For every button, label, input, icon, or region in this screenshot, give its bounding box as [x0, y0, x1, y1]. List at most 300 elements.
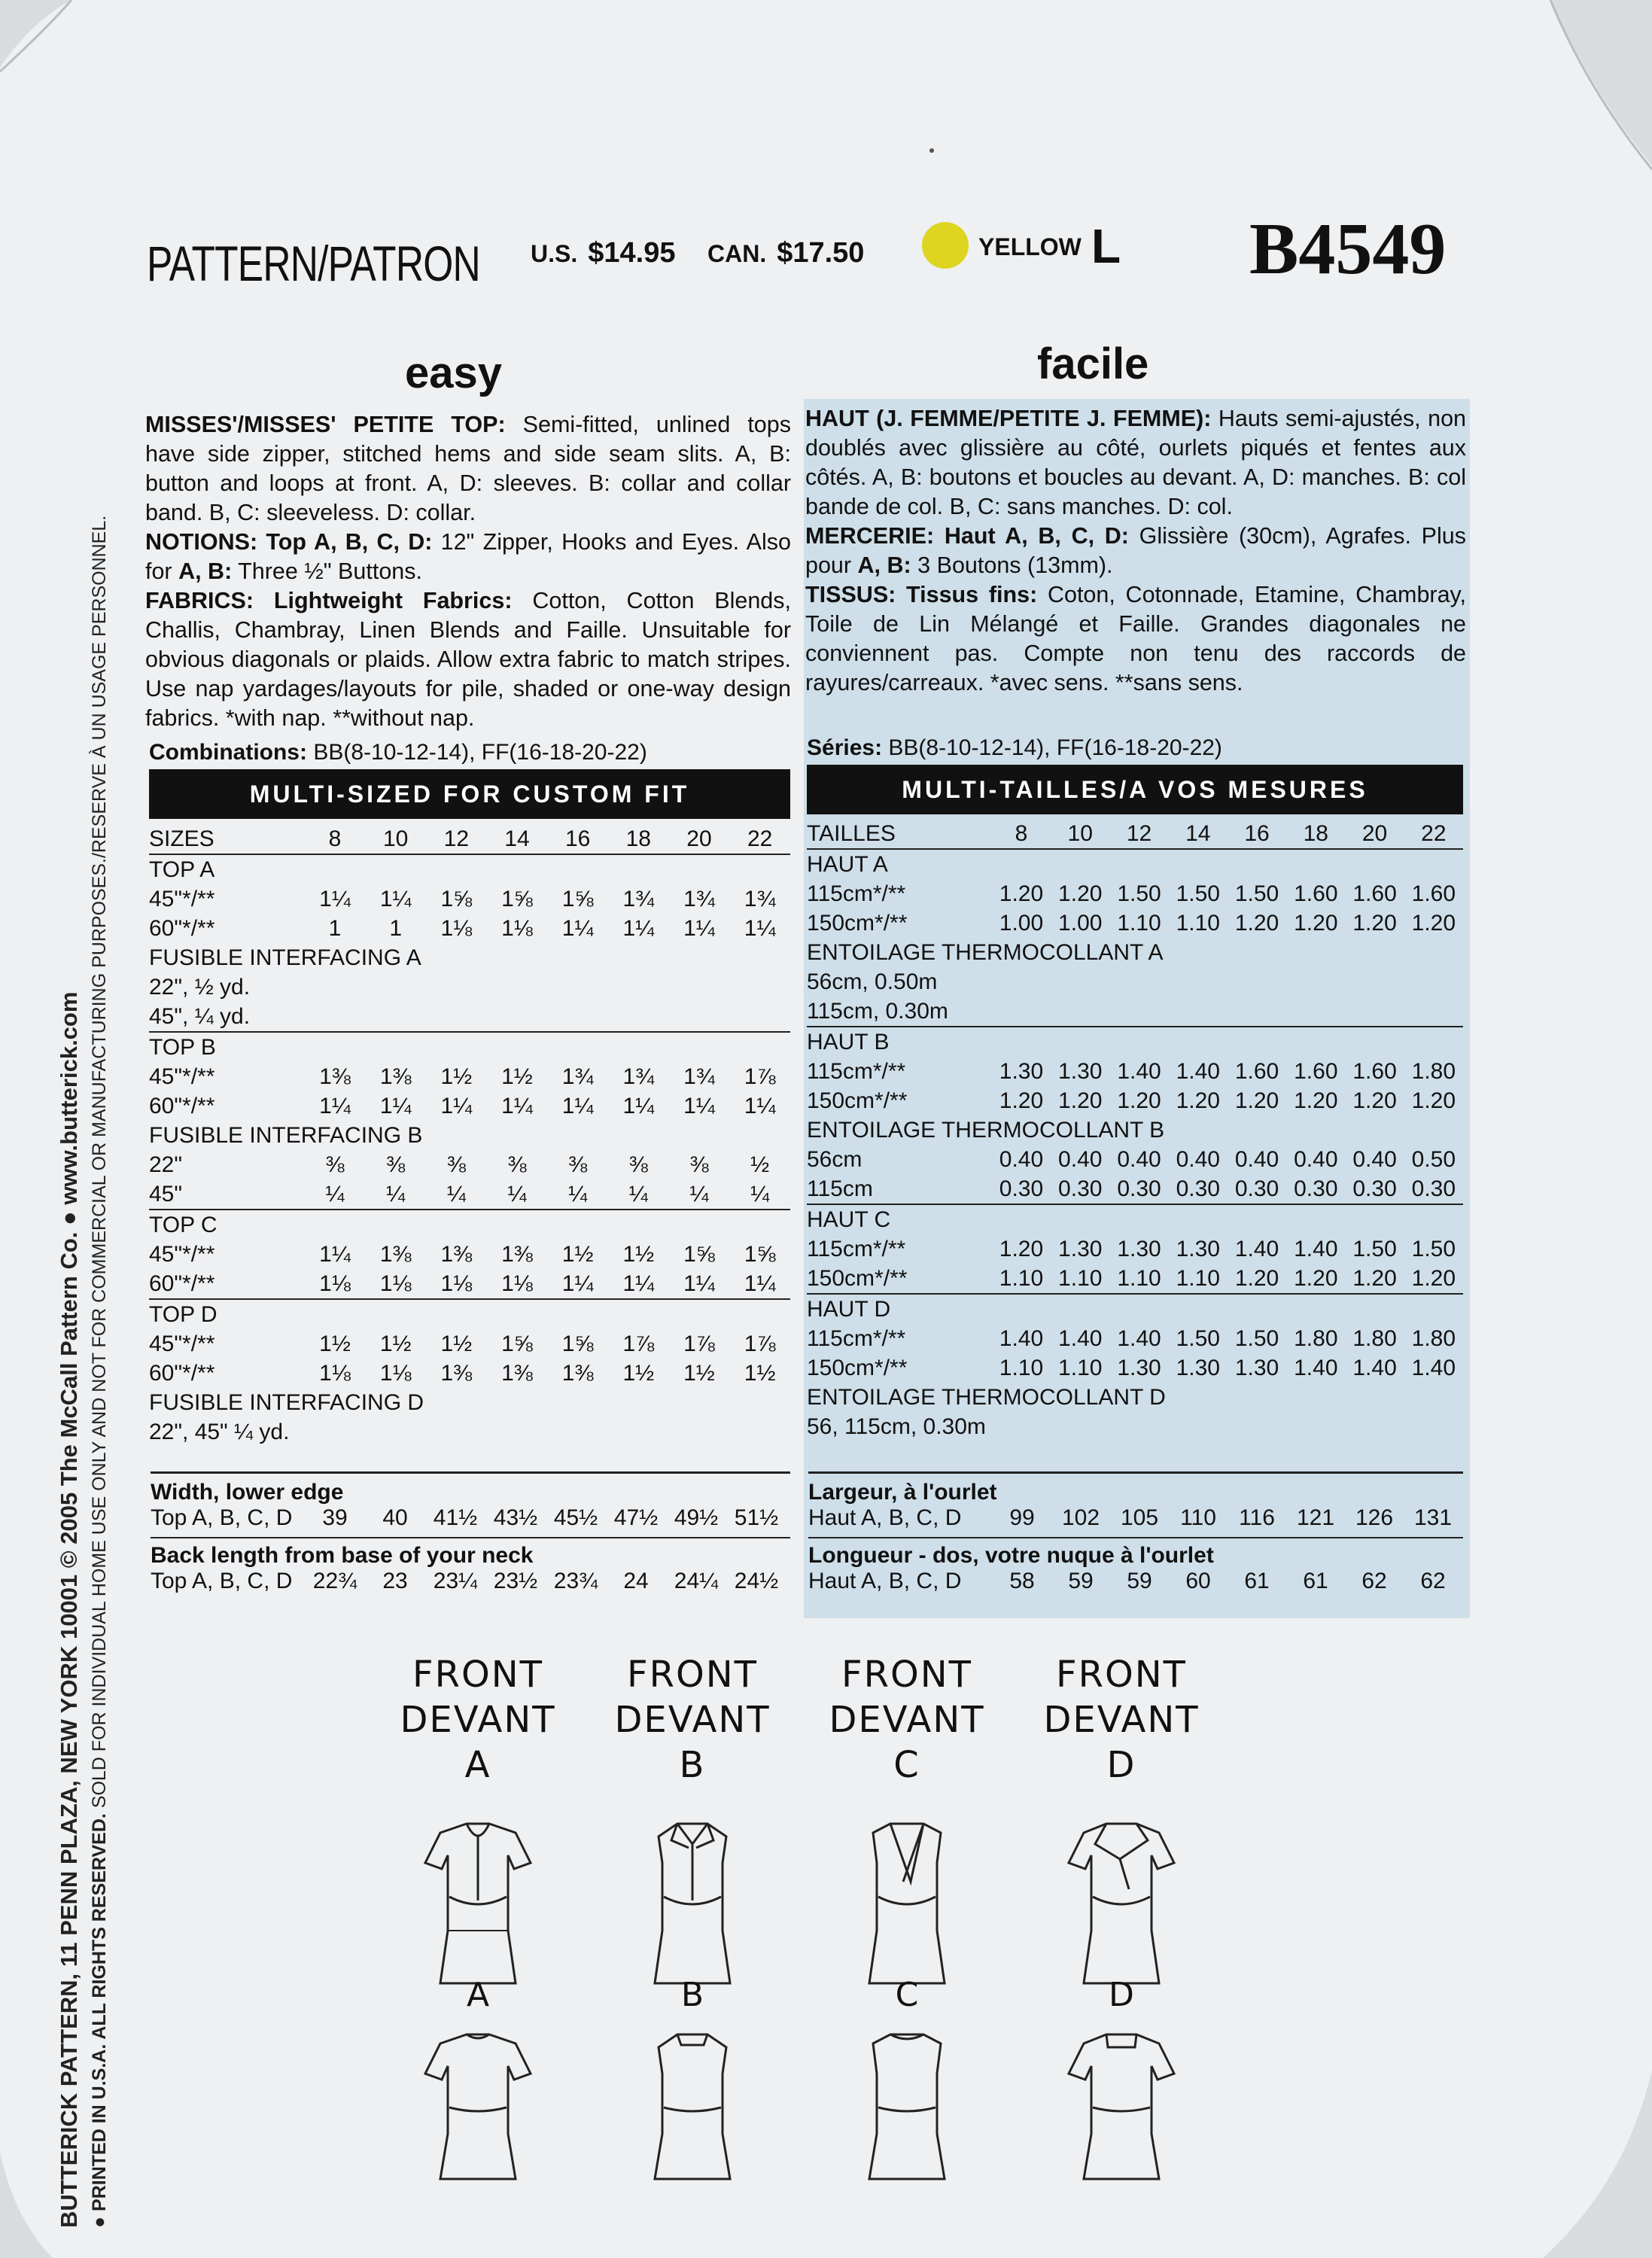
row-label: 56cm: [807, 1146, 863, 1172]
width-title-en: Width, lower edge: [151, 1480, 344, 1505]
table-row: [807, 938, 1463, 967]
cell-value: 1¼: [319, 1241, 351, 1267]
back-label-b: B: [680, 1976, 704, 2014]
table-row: [149, 1150, 790, 1179]
row-label: ENTOILAGE THERMOCOLLANT D: [807, 1384, 1166, 1410]
cell-value: 0.40: [1058, 1146, 1103, 1172]
cell-value: 1¼: [379, 886, 412, 911]
cell-value: 1.10: [1117, 1265, 1161, 1291]
row-label: 150cm*/**: [807, 1265, 908, 1291]
cell-value: ¼: [628, 1181, 648, 1207]
cell-value: 1.20: [1234, 1265, 1279, 1291]
size-header: 16: [1228, 819, 1286, 849]
table-row: [807, 1234, 1463, 1264]
cell-value: 0.40: [1234, 1146, 1279, 1172]
copyright-notice: ● PRINTED IN U.S.A. ALL RIGHTS RESERVED. SOLD FOR INDIVIDUAL HOME USE ONLY AND NOT FOR COMMERCIAL OR MANUFACTURING PURPOSES./RESERVE À UN USAGE PERSONNEL.: [89, 515, 110, 2228]
cell-value: 1.60: [1352, 881, 1397, 906]
front-label-d: [1042, 1652, 1200, 1788]
measure-value: 110: [1180, 1505, 1216, 1530]
cell-value: 1⅛: [440, 1271, 473, 1296]
table-row: [807, 1204, 1463, 1234]
cell-value: 1.60: [1352, 1058, 1397, 1084]
cell-value: 1.50: [1176, 881, 1220, 906]
cell-value: ¼: [507, 1181, 527, 1207]
cell-value: 1⅛: [501, 915, 533, 941]
cell-value: 1: [389, 915, 403, 941]
cell-value: ¼: [689, 1181, 709, 1207]
row-label: 115cm*/**: [807, 1325, 906, 1351]
cell-value: 1½: [622, 1360, 655, 1386]
row-label: 22", ½ yd.: [149, 974, 251, 1000]
measure-value: 22¾: [312, 1569, 357, 1593]
cell-value: 1.20: [1411, 1088, 1456, 1113]
cell-value: 1.10: [1117, 910, 1161, 936]
size-header: 14: [1169, 819, 1228, 849]
cell-value: 1.10: [1176, 910, 1220, 936]
cell-value: 1⅝: [683, 1241, 715, 1267]
row-label: 60"*/**: [149, 915, 215, 941]
table-row: [149, 1269, 790, 1299]
cell-value: 1⅜: [501, 1241, 533, 1267]
cell-value: ¼: [446, 1181, 466, 1207]
cell-value: 1⅝: [561, 886, 594, 911]
cell-value: 1.20: [1058, 1088, 1103, 1113]
cell-value: 0.30: [1234, 1176, 1279, 1201]
cell-value: 1¾: [744, 886, 776, 911]
measure-value: 102: [1061, 1505, 1100, 1530]
cell-value: 1.20: [1294, 1088, 1338, 1113]
cell-value: 1.80: [1352, 1325, 1397, 1351]
measure-value: 47½: [613, 1505, 659, 1530]
table-row: [149, 914, 790, 943]
front-label-c: [828, 1652, 986, 1788]
size-header: 10: [365, 824, 426, 854]
table-row: [149, 1002, 790, 1032]
view-letter: A: [464, 1744, 491, 1786]
size-header: 12: [426, 824, 487, 854]
size-header: 8: [305, 824, 366, 854]
table-row: [807, 967, 1463, 997]
cell-value: 1.30: [999, 1058, 1044, 1084]
measure-value: 99: [1009, 1505, 1035, 1530]
table-row: [807, 1086, 1463, 1115]
table-header-row: [149, 824, 790, 854]
cell-value: 1⅛: [379, 1271, 412, 1296]
table-row: [149, 1091, 790, 1121]
row-label: FUSIBLE INTERFACING A: [149, 945, 421, 970]
sizes-label: SIZES: [149, 824, 305, 854]
measure-value: 23¾: [553, 1569, 598, 1593]
cell-value: 1.40: [1058, 1325, 1103, 1351]
cell-value: 1¼: [744, 1093, 776, 1118]
cell-value: ⅜: [568, 1152, 588, 1177]
cell-value: 0.30: [1294, 1176, 1338, 1201]
size-header: 22: [1404, 819, 1463, 849]
back-view-a-sketch: [403, 2028, 553, 2190]
cell-value: 1.10: [1058, 1265, 1103, 1291]
cell-value: 1½: [744, 1360, 776, 1386]
measure-value: 59: [1127, 1569, 1152, 1593]
cell-value: 1.40: [1234, 1236, 1279, 1261]
table-row: [149, 1359, 790, 1388]
row-label: 45": [149, 1181, 183, 1207]
cell-value: 1½: [440, 1331, 473, 1356]
finished-measurements-fr: [808, 1471, 1463, 1594]
cell-value: 1.30: [1117, 1355, 1161, 1380]
view-letter: C: [893, 1744, 920, 1786]
cell-value: 1.60: [1294, 881, 1338, 906]
envelope-header: [147, 208, 1494, 309]
front-label-a: [399, 1652, 557, 1788]
sizes-label: TAILLES: [807, 819, 992, 849]
row-label: 150cm*/**: [807, 910, 908, 936]
cell-value: 1.20: [1058, 881, 1103, 906]
cell-value: 0.30: [999, 1176, 1044, 1201]
cell-value: 1⅞: [622, 1331, 655, 1356]
combinations-fr: Séries: BB(8-10-12-14), FF(16-18-20-22): [807, 735, 1222, 760]
multi-size-banner-en: MULTI-SIZED FOR CUSTOM FIT: [149, 769, 790, 819]
cell-value: 1.30: [1234, 1355, 1279, 1380]
table-row: [807, 1264, 1463, 1294]
back-view-b-sketch: [617, 2028, 768, 2190]
row-label: HAUT D: [807, 1294, 1463, 1324]
length-title-fr: Longueur - dos, votre nuque à l'ourlet: [808, 1543, 1214, 1568]
cell-value: 1¼: [683, 1093, 715, 1118]
cell-value: 1.20: [1294, 910, 1338, 936]
cell-value: 1⅜: [440, 1360, 473, 1386]
cell-value: 1⅞: [744, 1331, 776, 1356]
row-label: 45"*/**: [149, 886, 215, 911]
cell-value: 1⅜: [319, 1064, 351, 1089]
cell-value: ⅜: [325, 1152, 345, 1177]
cell-value: 1¾: [561, 1064, 594, 1089]
table-row: [149, 854, 790, 884]
cell-value: ⅜: [628, 1152, 648, 1177]
measure-value: 39: [322, 1505, 348, 1530]
row-label: ENTOILAGE THERMOCOLLANT A: [807, 939, 1164, 965]
table-row: [807, 1057, 1463, 1086]
front-label-fr: DEVANT: [829, 1699, 985, 1741]
cell-value: 1⅜: [561, 1360, 594, 1386]
row-label: 22", 45" ¼ yd.: [149, 1419, 290, 1444]
cell-value: 1.20: [999, 881, 1044, 906]
table-row: [149, 1299, 790, 1329]
cell-value: 1.30: [1176, 1236, 1220, 1261]
row-label: Haut A, B, C, D: [808, 1505, 962, 1530]
cell-value: 1⅛: [319, 1360, 351, 1386]
size-header: 18: [608, 824, 669, 854]
cell-value: 1¼: [622, 1093, 655, 1118]
cell-value: 1.40: [1352, 1355, 1397, 1380]
measure-value: 59: [1068, 1569, 1094, 1593]
cell-value: 1.20: [1117, 1088, 1161, 1113]
cell-value: 0.40: [1294, 1146, 1338, 1172]
table-row: [807, 908, 1463, 938]
cell-value: 1.20: [1352, 1265, 1397, 1291]
measure-value: 41½: [433, 1505, 478, 1530]
cell-value: 1⅝: [501, 886, 533, 911]
cell-value: 1.80: [1411, 1325, 1456, 1351]
row-label: Top A, B, C, D: [151, 1569, 293, 1593]
multi-size-banner-fr: MULTI-TAILLES/A VOS MESURES: [807, 765, 1463, 814]
envelope-color-label: YELLOW: [978, 233, 1082, 260]
cell-value: 1.30: [1176, 1355, 1220, 1380]
table-row: [149, 972, 790, 1002]
view-letter: D: [1106, 1744, 1136, 1786]
publisher-side-text: [54, 391, 122, 2228]
cell-value: 1⅞: [744, 1064, 776, 1089]
cell-value: 1.60: [1294, 1058, 1338, 1084]
measure-value: 105: [1120, 1505, 1159, 1530]
measure-value: 23: [382, 1569, 408, 1593]
cell-value: 1¼: [622, 915, 655, 941]
size-header: 10: [1051, 819, 1109, 849]
cell-value: 1⅛: [501, 1271, 533, 1296]
cell-value: 1.20: [1411, 1265, 1456, 1291]
front-label-en: FRONT: [841, 1654, 972, 1696]
cell-value: 1.20: [1352, 910, 1397, 936]
cell-value: 1.40: [1294, 1355, 1338, 1380]
size-header: 20: [669, 824, 730, 854]
width-row-en: [151, 1505, 790, 1531]
front-label-fr: DEVANT: [1043, 1699, 1200, 1741]
cell-value: 1¼: [622, 1271, 655, 1296]
cell-value: 1¼: [744, 915, 776, 941]
cell-value: 1.20: [999, 1088, 1044, 1113]
measure-value: 131: [1413, 1505, 1453, 1530]
row-label: 22": [149, 1152, 183, 1177]
cell-value: 1⅜: [379, 1064, 412, 1089]
cell-value: 1⅜: [440, 1241, 473, 1267]
front-label-en: FRONT: [412, 1654, 543, 1696]
cell-value: 1¼: [683, 1271, 715, 1296]
cell-value: 1¼: [744, 1271, 776, 1296]
measure-value: 24¼: [674, 1569, 719, 1593]
cell-value: ⅜: [386, 1152, 406, 1177]
front-label-fr: DEVANT: [400, 1699, 556, 1741]
cell-value: 1.00: [1058, 910, 1103, 936]
cell-value: 1⅜: [379, 1241, 412, 1267]
cell-value: 1¼: [561, 1271, 594, 1296]
row-label: TOP A: [149, 857, 215, 882]
row-label: 60"*/**: [149, 1271, 215, 1296]
pattern-number: B4549: [1249, 208, 1447, 290]
cell-value: 1⅛: [379, 1360, 412, 1386]
row-label: 45"*/**: [149, 1241, 215, 1267]
cell-value: 0.30: [1411, 1176, 1456, 1201]
size-header: 8: [992, 819, 1051, 849]
row-label: HAUT A: [807, 851, 888, 877]
row-label: FUSIBLE INTERFACING D: [149, 1389, 424, 1415]
front-label-fr: DEVANT: [614, 1699, 771, 1741]
cell-value: 1.30: [1117, 1236, 1161, 1261]
row-label: 45", ¼ yd.: [149, 1003, 251, 1029]
row-label: HAUT C: [807, 1204, 1463, 1234]
front-view-c-sketch: [832, 1818, 982, 1995]
row-label: 45"*/**: [149, 1064, 215, 1089]
difficulty-level-fr: facile: [1037, 339, 1149, 388]
cell-value: 1.20: [1234, 1088, 1279, 1113]
cell-value: 1⅛: [319, 1271, 351, 1296]
cell-value: 1.10: [1176, 1265, 1220, 1291]
cell-value: 1¼: [319, 886, 351, 911]
measure-value: 24½: [734, 1569, 779, 1593]
back-view-c-sketch: [832, 2028, 982, 2190]
length-title-en: Back length from base of your neck: [151, 1543, 534, 1568]
table-row: [807, 1294, 1463, 1324]
cell-value: 1½: [561, 1241, 594, 1267]
row-label: 150cm*/**: [807, 1355, 908, 1380]
measure-value: 121: [1296, 1505, 1335, 1530]
back-view-d-sketch: [1046, 2028, 1197, 2190]
row-label: 45"*/**: [149, 1331, 215, 1356]
table-row: [149, 1062, 790, 1091]
size-header: 12: [1109, 819, 1168, 849]
cell-value: 1¾: [683, 886, 715, 911]
front-view-b-sketch: [617, 1818, 768, 1995]
yardage-table-en: [149, 824, 790, 1447]
table-row: [807, 1383, 1463, 1412]
cell-value: 1¼: [319, 1093, 351, 1118]
cell-value: 0.40: [1117, 1146, 1161, 1172]
row-label: 60"*/**: [149, 1360, 215, 1386]
measure-value: 58: [1009, 1569, 1035, 1593]
measure-value: 51½: [734, 1505, 779, 1530]
table-row: [149, 1210, 790, 1240]
cell-value: 1.30: [1058, 1236, 1103, 1261]
cell-value: 1.10: [1058, 1355, 1103, 1380]
row-label: TOP D: [149, 1299, 790, 1329]
cell-value: 0.30: [1058, 1176, 1103, 1201]
row-label: 115cm, 0.30m: [807, 998, 948, 1024]
cell-value: 1½: [622, 1241, 655, 1267]
table-row: [149, 1329, 790, 1359]
cell-value: 1.40: [1117, 1058, 1161, 1084]
cell-value: 1.20: [999, 1236, 1044, 1261]
description-en: MISSES'/MISSES' PETITE TOP: Semi-fitted, unlined tops have side zipper, stitched hems and side seam slits. A, B: button and loops at front. A, D: sleeves. B: collar and collar band. B, C: sleeveless. D: collar. NOTIONS: Top A, B, C, D: 12" Zipper, Hooks and Eyes. Also for A, B: Three ½" Buttons. FABRICS: Lightweight Fabrics: Cotton, Cotton Blends, Challis, Chambray, Linen Blends and Faille. Unsuitable for obvious diagonals or plaids. Allow extra fabric to match stripes. Use nap yardages/layouts for pile, shaded or one-way design fabrics. *with nap. **without nap.: [145, 412, 792, 731]
measure-value: 45½: [553, 1505, 598, 1530]
row-label: ENTOILAGE THERMOCOLLANT B: [807, 1117, 1165, 1143]
row-label: TOP B: [149, 1032, 790, 1062]
cell-value: 1.20: [1176, 1088, 1220, 1113]
row-label: 115cm*/**: [807, 881, 906, 906]
table-row: [149, 943, 790, 972]
front-view-d-sketch: [1046, 1818, 1197, 1995]
cell-value: 1¼: [683, 915, 715, 941]
cell-value: 1¼: [440, 1093, 473, 1118]
cell-value: 1⅛: [440, 915, 473, 941]
row-label: HAUT B: [807, 1027, 1463, 1057]
cell-value: ⅜: [689, 1152, 709, 1177]
cell-value: 1.10: [999, 1355, 1044, 1380]
cell-value: ⅜: [446, 1152, 466, 1177]
table-row: [149, 1179, 790, 1210]
cell-value: 1.40: [1117, 1325, 1161, 1351]
back-label-a: A: [466, 1976, 490, 2014]
cell-value: 1.20: [1294, 1265, 1338, 1291]
size-header: 22: [729, 824, 790, 854]
finished-measurements-en: [151, 1471, 790, 1594]
cell-value: 1.50: [1352, 1236, 1397, 1261]
table-row: [807, 1353, 1463, 1383]
cell-value: 1⅝: [561, 1331, 594, 1356]
cell-value: 1.80: [1294, 1325, 1338, 1351]
cell-value: 1⅜: [501, 1360, 533, 1386]
row-label: 115cm: [807, 1176, 873, 1201]
cell-value: 1.20: [1234, 910, 1279, 936]
cell-value: 0.40: [999, 1146, 1044, 1172]
size-header: 14: [487, 824, 548, 854]
cell-value: 1⅝: [440, 886, 473, 911]
cell-value: 1⅝: [501, 1331, 533, 1356]
cell-value: ¼: [568, 1181, 588, 1207]
measure-value: 116: [1239, 1505, 1275, 1530]
cell-value: 1¾: [683, 1064, 715, 1089]
cell-value: 0.30: [1176, 1176, 1220, 1201]
size-code: L: [1091, 219, 1121, 273]
view-letter: B: [679, 1744, 706, 1786]
measure-value: 62: [1420, 1569, 1446, 1593]
cell-value: 1.80: [1411, 1058, 1456, 1084]
measure-value: 61: [1303, 1569, 1328, 1593]
size-header: 18: [1286, 819, 1345, 849]
cell-value: 1.30: [1058, 1058, 1103, 1084]
row-label: 115cm*/**: [807, 1058, 906, 1084]
size-header: 20: [1345, 819, 1404, 849]
table-row: [149, 1240, 790, 1269]
width-title-fr: Largeur, à l'ourlet: [808, 1480, 997, 1505]
table-row: [149, 1032, 790, 1062]
front-label-b: [613, 1652, 771, 1788]
cell-value: 1¾: [622, 1064, 655, 1089]
cell-value: 1¾: [622, 886, 655, 911]
measure-value: 60: [1185, 1569, 1211, 1593]
cell-value: 1⅞: [683, 1331, 715, 1356]
cell-value: 1.40: [999, 1325, 1044, 1351]
row-label: 56, 115cm, 0.30m: [807, 1414, 986, 1439]
width-row-fr: [808, 1505, 1463, 1531]
table-row: [807, 1174, 1463, 1204]
table-row: [149, 1121, 790, 1150]
cell-value: 1½: [379, 1331, 412, 1356]
cell-value: ⅜: [507, 1152, 527, 1177]
table-row: [807, 1412, 1463, 1441]
cell-value: 1½: [440, 1064, 473, 1089]
measure-value: 24: [623, 1569, 649, 1593]
speck: [929, 148, 934, 153]
measure-value: 61: [1244, 1569, 1270, 1593]
measure-value: 49½: [674, 1505, 719, 1530]
description-fr: HAUT (J. FEMME/PETITE J. FEMME): Hauts semi-ajustés, non doublés avec glissière au côté, ourlets piqués et fentes aux côtés. A, B: boutons et boucles au devant. A, D: manches. B: col bande de col. B, C: sans manches. D: col. MERCERIE: Haut A, B, C, D: Glissière (30cm), Agrafes. Plus pour A, B: 3 Boutons (13mm). TISSUS: Tissus fins: Coton, Cotonnade, Etamine, Chambray, Toile de Lin Mélangé et Faille. Grandes diagonales ne conviennent pas. Compte non tenu des raccords de rayures/carreaux. *avec sens. **sans sens.: [805, 406, 1466, 695]
cell-value: 1½: [501, 1064, 533, 1089]
cell-value: 1.10: [999, 1265, 1044, 1291]
cell-value: 0.30: [1117, 1176, 1161, 1201]
table-row: [149, 1388, 790, 1417]
cell-value: 1.50: [1234, 1325, 1279, 1351]
table-row: [807, 1115, 1463, 1145]
measure-value: 126: [1355, 1505, 1394, 1530]
table-row: [807, 849, 1463, 879]
cell-value: 1½: [683, 1360, 715, 1386]
length-row-en: [151, 1569, 790, 1594]
cell-value: 0.40: [1352, 1146, 1397, 1172]
measure-value: 43½: [493, 1505, 538, 1530]
cell-value: 0.30: [1352, 1176, 1397, 1201]
cell-value: 1¼: [379, 1093, 412, 1118]
row-label: 60"*/**: [149, 1093, 215, 1118]
yardage-table-fr: [807, 819, 1463, 1441]
publisher-address: BUTTERICK PATTERN, 11 PENN PLAZA, NEW YORK 10001 © 2005 The McCall Pattern Co. ● www.butterick.com: [56, 991, 82, 2228]
